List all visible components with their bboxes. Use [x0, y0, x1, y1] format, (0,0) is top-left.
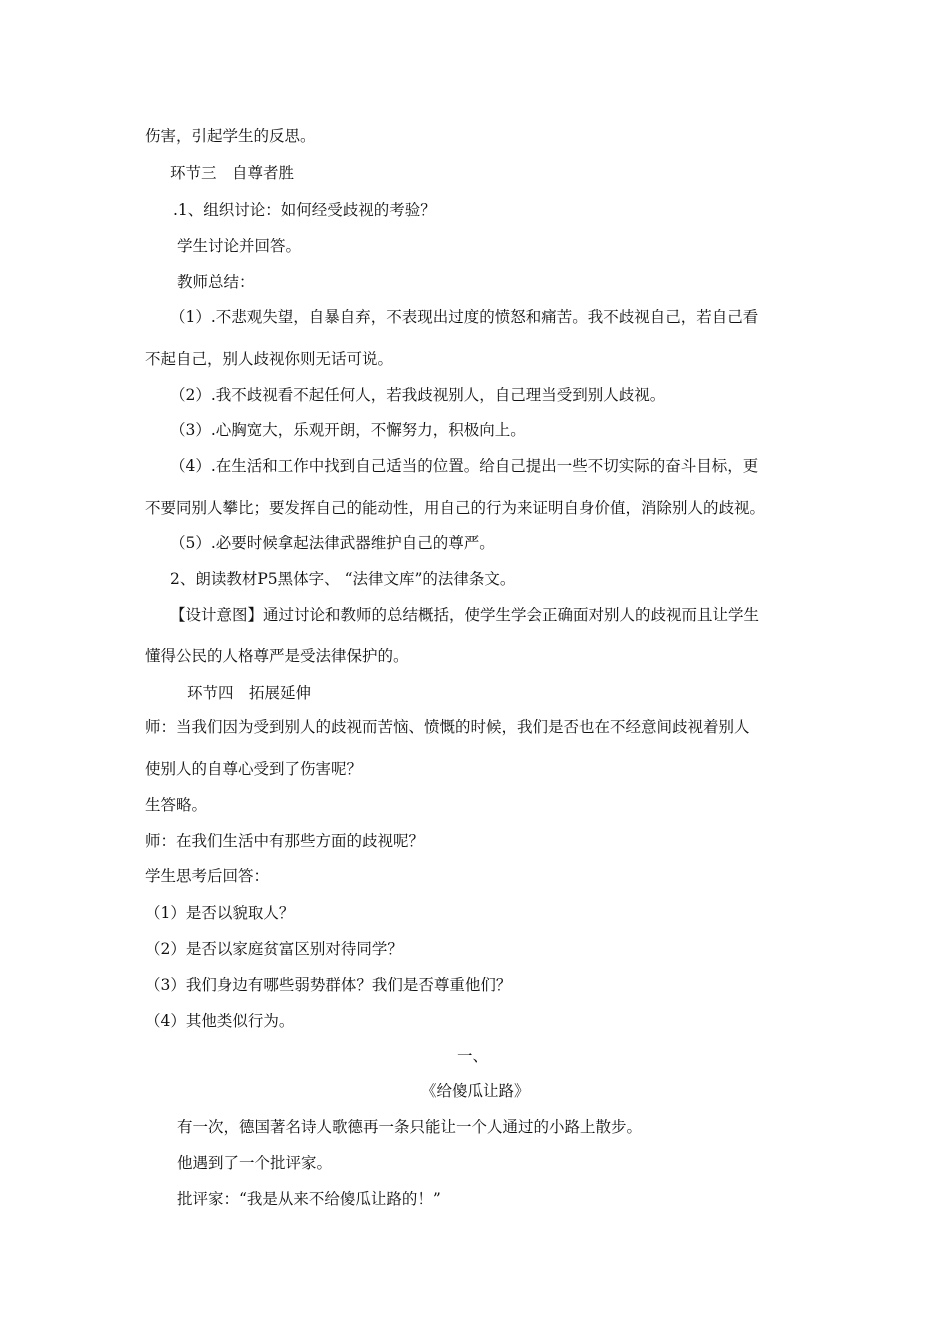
- paragraph-line: 不起自己，别人歧视你则无话可说。: [145, 350, 394, 368]
- paragraph-line: 学生讨论并回答。: [177, 237, 302, 255]
- story-title: 《给傻瓜让路》: [421, 1082, 530, 1100]
- list-item: （1）是否以貌取人？: [145, 904, 295, 922]
- list-item: （4）其他类似行为。: [145, 1012, 295, 1030]
- paragraph-line: 懂得公民的人格尊严是受法律保护的。: [145, 647, 409, 665]
- paragraph-line: 不要同别人攀比；要发挥自己的能动性，用自己的行为来证明自身价值，消除别人的歧视。: [145, 499, 766, 517]
- paragraph-line: 师：在我们生活中有那些方面的歧视呢？: [145, 832, 425, 850]
- list-item: （2）是否以家庭贫富区别对待同学？: [145, 940, 403, 958]
- paragraph-line: 【设计意图】通过讨论和教师的总结概括，使学生学会正确面对别人的歧视而且让学生: [170, 606, 760, 624]
- paragraph-line: 2、朗读教材P5黑体字、 “法律文库”的法律条文。: [170, 570, 516, 588]
- paragraph-line: 批评家：“我是从来不给傻瓜让路的！”: [177, 1190, 441, 1208]
- paragraph-line: （1）.不悲观失望，自暴自弃，不表现出过度的愤怒和痛苦。我不歧视自己，若自己看: [170, 308, 759, 326]
- paragraph-line: 他遇到了一个批评家。: [177, 1154, 333, 1172]
- paragraph-line: 师：当我们因为受到别人的歧视而苦恼、愤慨的时候，我们是否也在不经意间歧视着别人: [145, 718, 750, 736]
- paragraph-line: （4）.在生活和工作中找到自己适当的位置。给自己提出一些不切实际的奋斗目标，更: [170, 457, 759, 475]
- paragraph-line: 伤害，引起学生的反思。: [145, 127, 316, 145]
- paragraph-line: 有一次，德国著名诗人歌德再一条只能让一个人通过的小路上散步。: [177, 1118, 643, 1136]
- paragraph-line: （2）.我不歧视看不起任何人，若我歧视别人，自己理当受到别人歧视。: [170, 386, 666, 404]
- section-heading: 环节四 拓展延伸: [187, 684, 312, 702]
- paragraph-line: 生答略。: [145, 796, 208, 814]
- list-item: （3）我们身边有哪些弱势群体？我们是否尊重他们？: [145, 976, 512, 994]
- paragraph-line: .1、组织讨论：如何经受歧视的考验？: [173, 201, 436, 219]
- paragraph-line: 学生思考后回答：: [145, 867, 270, 885]
- paragraph-line: 使别人的自尊心受到了伤害呢？: [145, 760, 363, 778]
- section-heading: 环节三 自尊者胜: [170, 164, 295, 182]
- paragraph-line: （5）.必要时候拿起法律武器维护自己的尊严。: [170, 534, 495, 552]
- paragraph-line: （3）.心胸宽大，乐观开朗，不懈努力，积极向上。: [170, 421, 526, 439]
- section-number: 一、: [457, 1047, 489, 1065]
- paragraph-line: 教师总结：: [177, 273, 255, 291]
